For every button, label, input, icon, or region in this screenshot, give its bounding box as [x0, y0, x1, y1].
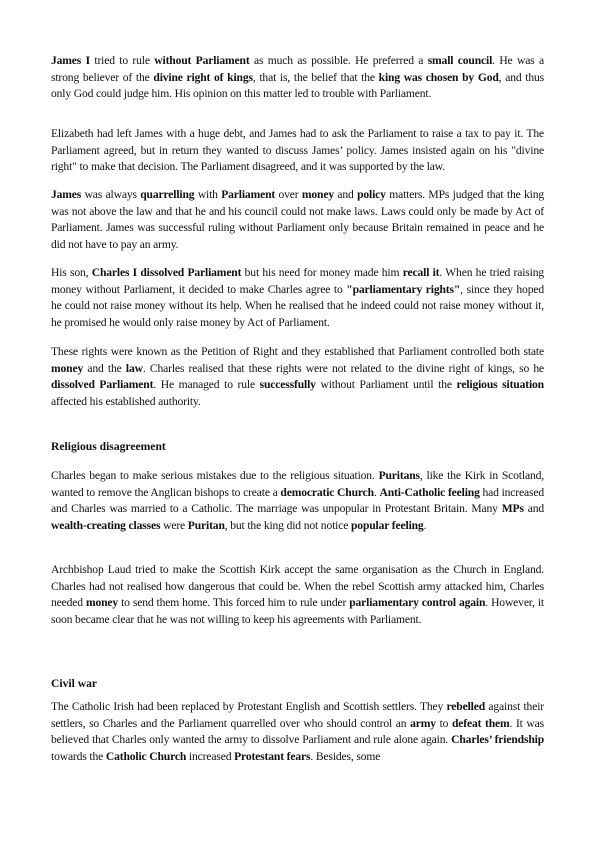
- bold-term: parliamentary control again: [349, 596, 486, 610]
- text-run: and: [334, 188, 358, 201]
- bold-term: quarrelling: [140, 188, 195, 201]
- heading-religious-disagreement: Religious disagreement: [51, 440, 166, 453]
- bold-term: rebelled: [446, 700, 486, 713]
- bold-term: Charles I dissolved Parliament: [91, 266, 242, 279]
- bold-term: Anti-Catholic feeling: [379, 485, 480, 499]
- text-run: , but the king did not notice: [224, 518, 351, 532]
- bold-term: democratic Church: [280, 485, 374, 499]
- text-run: . He managed to rule: [153, 378, 260, 392]
- paragraph-charles-parliament: [51, 265, 544, 331]
- text-run: affected his established authority.: [51, 394, 201, 408]
- bold-term: divine right of kings: [153, 70, 253, 84]
- bold-term: James I: [51, 54, 90, 67]
- text-run: over: [275, 188, 302, 201]
- text-run: as much as possible. He preferred a: [249, 54, 428, 67]
- bold-term: Charles’ friendship: [451, 733, 544, 747]
- bold-term: "parliamentary rights": [346, 282, 461, 296]
- text-run: but his need for money made him: [241, 266, 403, 279]
- text-run: increased: [186, 749, 235, 763]
- text-run: had increased and Charles was married to a Catholic. The marriage was unpopular in Protestant Britain. Many: [51, 485, 545, 516]
- text-run: against their settlers, so Charles and the Parliament quarrelled over who should control an: [51, 700, 544, 730]
- text-run: The Catholic Irish had been replaced by Protestant English and Scottish settlers. They: [51, 700, 447, 713]
- bold-term: religious situation: [456, 378, 544, 392]
- text-run: . It was believed that Charles only wanted the army to dissolve Parliament and rule alone again.: [51, 716, 545, 747]
- text-run: , since they hoped he could not raise money without its help. When he realised that he indeed could not raise money without it, he promised he would only raise money by Act of Parliament.: [51, 282, 544, 329]
- text-run: . However, it soon became clear that he was not willing to keep his agreements with Parliament.: [51, 596, 544, 626]
- heading-civil-war: Civil war: [51, 677, 98, 690]
- bold-term: defeat them: [451, 716, 510, 730]
- text-run: .: [373, 485, 380, 499]
- text-run: tried to rule: [89, 54, 155, 67]
- paragraph-religious-situation: [51, 468, 544, 534]
- bold-term: successfully: [259, 378, 316, 392]
- text-run: was always: [81, 188, 141, 201]
- text-run: without Parliament until the: [315, 378, 457, 392]
- bold-term: money: [85, 596, 119, 610]
- bold-term: Parliament: [221, 188, 276, 201]
- text-run: , that is, the belief that the: [252, 70, 379, 84]
- text-run: . When he tried raising money without Parliament, it decided to make Charles agree to: [51, 266, 544, 296]
- text-run: His son,: [51, 266, 92, 279]
- text-run: Elizabeth had left James with a huge debt, and James had to ask the Parliament to raise a tax to pay it. The Parliament agreed, but in return they wanted to discuss James’ policy. James insisted again on his "divine right" to make that decision. The Parliament disagreed, and it was supported by the law.: [51, 127, 544, 174]
- text-run: matters. MPs judged that the king was not above the law and that he and his council could not make laws. Laws could only be made by Act of Parliament. James was successful ruling without Parliament only because Britain remained in peace and he did not have to pay an army.: [51, 188, 544, 251]
- bold-term: army: [410, 716, 436, 730]
- text-run: were: [160, 518, 188, 532]
- text-run: and: [523, 502, 544, 516]
- text-run: . Besides, some: [310, 749, 381, 763]
- bold-term: recall it: [402, 266, 440, 279]
- text-run: Charles began to make serious mistakes due to the religious situation.: [51, 469, 379, 482]
- paragraph-petition-of-right: [51, 344, 544, 410]
- bold-term: MPs: [501, 502, 524, 516]
- bold-term: Catholic Church: [105, 749, 187, 763]
- text-run: .: [423, 518, 427, 532]
- text-run: with: [194, 188, 222, 201]
- bold-term: money: [51, 361, 84, 375]
- text-run: to: [435, 716, 452, 730]
- bold-term: money: [301, 188, 335, 201]
- text-run: . Charles realised that these rights were not related to the divine right of kings, so he: [142, 361, 545, 375]
- bold-term: Puritan: [187, 518, 225, 532]
- bold-term: small council: [427, 54, 493, 67]
- paragraph-james-quarrel: [51, 187, 544, 253]
- text-run: , like the Kirk in Scotland, wanted to remove the Anglican bishops to create a: [51, 469, 544, 499]
- bold-term: Protestant fears: [234, 749, 311, 763]
- text-run: . He was a strong believer of the: [51, 54, 544, 84]
- bold-term: law: [125, 361, 143, 375]
- text-run: These rights were known as the Petition of Right and they established that Parliament controlled both state: [51, 345, 544, 358]
- bold-term: Puritans: [378, 469, 420, 482]
- bold-term: policy: [357, 188, 386, 201]
- text-run: , and thus only God could judge him. His opinion on this matter led to trouble with Parliament.: [51, 70, 544, 101]
- bold-term: king was chosen by God: [378, 70, 499, 84]
- text-run: to send them home. This forced him to rule under: [118, 596, 350, 610]
- bold-term: James: [51, 188, 82, 201]
- paragraph-irish-rebellion: [51, 699, 544, 765]
- text-run: towards the: [51, 749, 106, 763]
- paragraph-elizabeth-debt: [51, 126, 544, 176]
- text-run: and the: [83, 361, 126, 375]
- bold-term: wealth-creating classes: [51, 518, 161, 532]
- paragraph-archbishop-laud: [51, 562, 544, 628]
- bold-term: popular feeling: [351, 518, 424, 532]
- paragraph-james-rule: [51, 53, 544, 103]
- bold-term: dissolved Parliament: [51, 378, 154, 392]
- text-run: Archbishop Laud tried to make the Scottish Kirk accept the same organisation as the Church in England. Charles had not realised how dangerous that could be. When the rebel Scottish army attacked him, Charles needed: [51, 563, 544, 610]
- bold-term: without Parliament: [154, 54, 250, 67]
